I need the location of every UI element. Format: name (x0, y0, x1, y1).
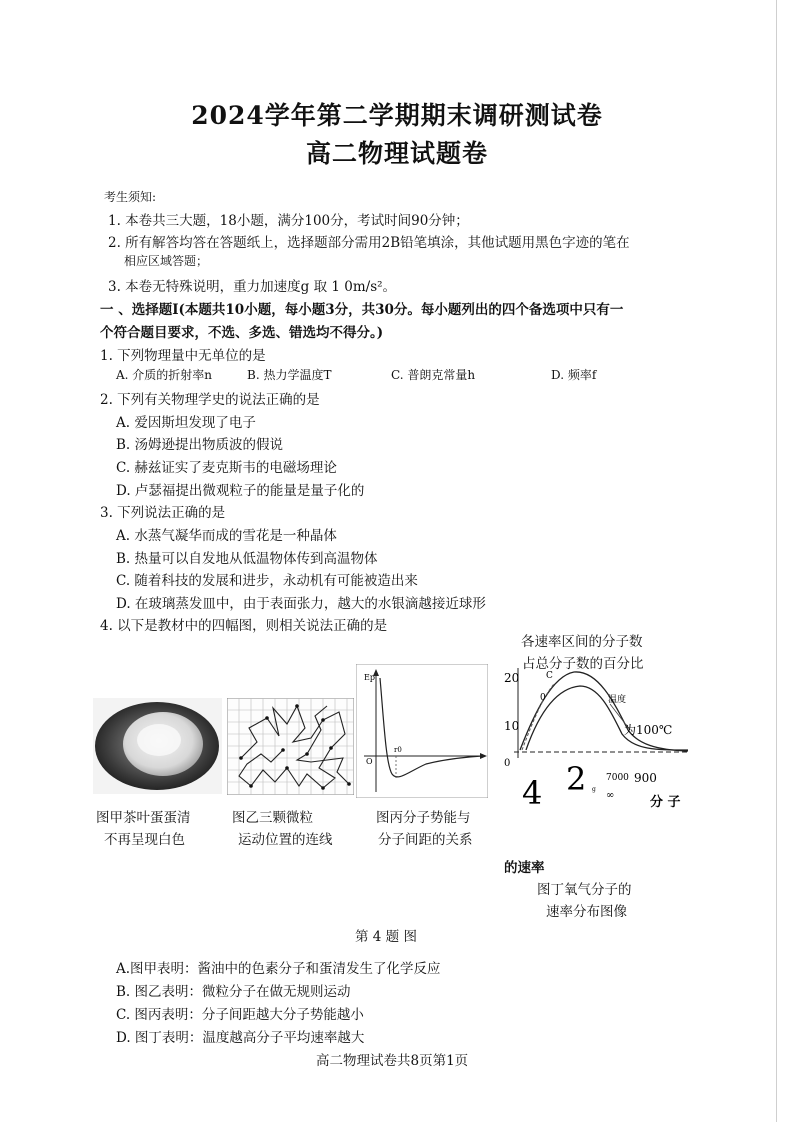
q2-stem: 2. 下列有关物理学史的说法正确的是 (100, 392, 320, 408)
q2-option-c: C. 赫兹证实了麦克斯韦的电磁场理论 (116, 460, 337, 476)
figure-a-caption-line2: 不再呈现白色 (104, 832, 185, 848)
q1-option-c: C. 普朗克常量h (391, 368, 476, 382)
figure-d-x-7000: 7000 (606, 773, 629, 783)
figure-b-brownian-grid (227, 698, 354, 795)
q3-option-b: B. 热量可以自发地从低温物体传到高温物体 (116, 551, 378, 567)
exam-subtitle: 高二物理试题卷 (305, 139, 488, 168)
section1-heading-line2: 个符合题目要求，不选、多选、错选均不得分。) (100, 325, 384, 341)
page-footer: 高二物理试卷共8页第1页 (316, 1053, 469, 1069)
figure-d-tick-0: 0 (504, 758, 511, 769)
q1-stem: 1. 下列物理量中无单位的是 (100, 348, 266, 364)
q2-option-a: A. 爱因斯坦发现了电子 (116, 415, 256, 431)
figure-a-egg-photo (93, 698, 222, 794)
figure-d-big-4: 4 (522, 774, 543, 812)
section1-heading-line1: 一 、选择题I(本题共10小题，每小题3分，共30分。每小题列出的四个备选项中只有一 (100, 302, 624, 318)
q3-option-d: D. 在玻璃蒸发皿中，由于表面张力，越大的水银滴越接近球形 (116, 596, 486, 612)
q4-stem: 4. 以下是教材中的四幅图，则相关说法正确的是 (100, 618, 388, 634)
q3-option-a: A. 水蒸气凝华而成的雪花是一种晶体 (116, 528, 337, 544)
q4-option-c: C. 图丙表明：分子间距越大分子势能越小 (116, 1007, 364, 1023)
figure-c-caption-line2: 分子间距的关系 (378, 832, 473, 848)
figure-b-caption-line1: 图乙三颗微粒 (232, 810, 313, 826)
q4-option-d: D. 图丁表明：温度越高分子平均速率越大 (116, 1030, 365, 1046)
q1-option-a: A. 介质的折射率n (116, 368, 213, 382)
notice-heading: 考生须知: (104, 190, 157, 204)
figure-d-caption-line1: 图丁氧气分子的 (537, 882, 632, 898)
figure-c-axis-ep: Ep (364, 673, 375, 682)
figure-d-xlabel-molecule: 分 子 (650, 795, 681, 810)
figure-d-speed-distribution-graph (488, 664, 694, 814)
q2-option-b: B. 汤姆逊提出物质波的假说 (116, 437, 284, 453)
figure-d-big-2: 2 (566, 760, 587, 798)
figure-d-tick-10: 10 (504, 719, 520, 733)
figure-d-curve-mark-0: 0 (540, 693, 546, 703)
figure-a-caption-line1: 图甲茶叶蛋蛋清 (96, 810, 191, 826)
q4-option-a: A.图甲表明：酱油中的色素分子和蛋清发生了化学反应 (116, 961, 441, 977)
q3-option-c: C. 随着科技的发展和进步，永动机有可能被造出来 (116, 573, 418, 589)
figure-d-label-100c: 为100℃ (624, 723, 673, 737)
figure-c-origin: O (366, 757, 373, 766)
notice-item-2-cont: 相应区域答题； (124, 254, 209, 268)
figure-c-r0-label: r0 (394, 746, 402, 754)
figure-d-heading-line2: 占总分子数的百分比 (522, 656, 644, 672)
figure-d-x-900: 900 (634, 771, 657, 785)
figure-c-caption-line1: 图丙分子势能与 (376, 810, 471, 826)
notice-item-1: 1. 本卷共三大题，18小题，满分100分，考试时间90分钟； (108, 213, 469, 229)
figure-d-xlabel-speed: 的速率 (504, 860, 545, 876)
q2-option-d: D. 卢瑟福提出微观粒子的能量是量子化的 (116, 483, 365, 499)
q4-option-b: B. 图乙表明：微粒分子在做无规则运动 (116, 984, 351, 1000)
figure-d-curve-mark-c: C (546, 671, 553, 681)
figure-d-tick-20: 20 (504, 671, 520, 685)
figure-c-potential-energy-graph (356, 664, 488, 798)
figure-d-infinity: ∞ (606, 790, 615, 801)
q1-option-b: B. 热力学温度T (247, 368, 332, 382)
exam-title: 2024学年第二学期期末调研测试卷 (191, 101, 603, 130)
q1-option-d: D. 频率f (551, 368, 597, 382)
notice-item-2: 2. 所有解答均答在答题纸上，选择题部分需用2B铅笔填涂，其他试题用黑色字迹的笔在 (108, 235, 630, 251)
q4-figure-label: 第 4 题 图 (355, 929, 417, 945)
q3-stem: 3. 下列说法正确的是 (100, 505, 226, 521)
figure-b-caption-line2: 运动位置的连线 (238, 832, 333, 848)
figure-d-small-mark: g (592, 786, 596, 793)
figure-d-caption-line2: 速率分布图像 (546, 904, 627, 920)
notice-item-3: 3. 本卷无特殊说明，重力加速度g 取 1 0m/s²。 (108, 279, 397, 295)
figure-d-label-temperature: 温度 (608, 695, 627, 705)
figure-d-heading-line1: 各速率区间的分子数 (521, 634, 643, 650)
